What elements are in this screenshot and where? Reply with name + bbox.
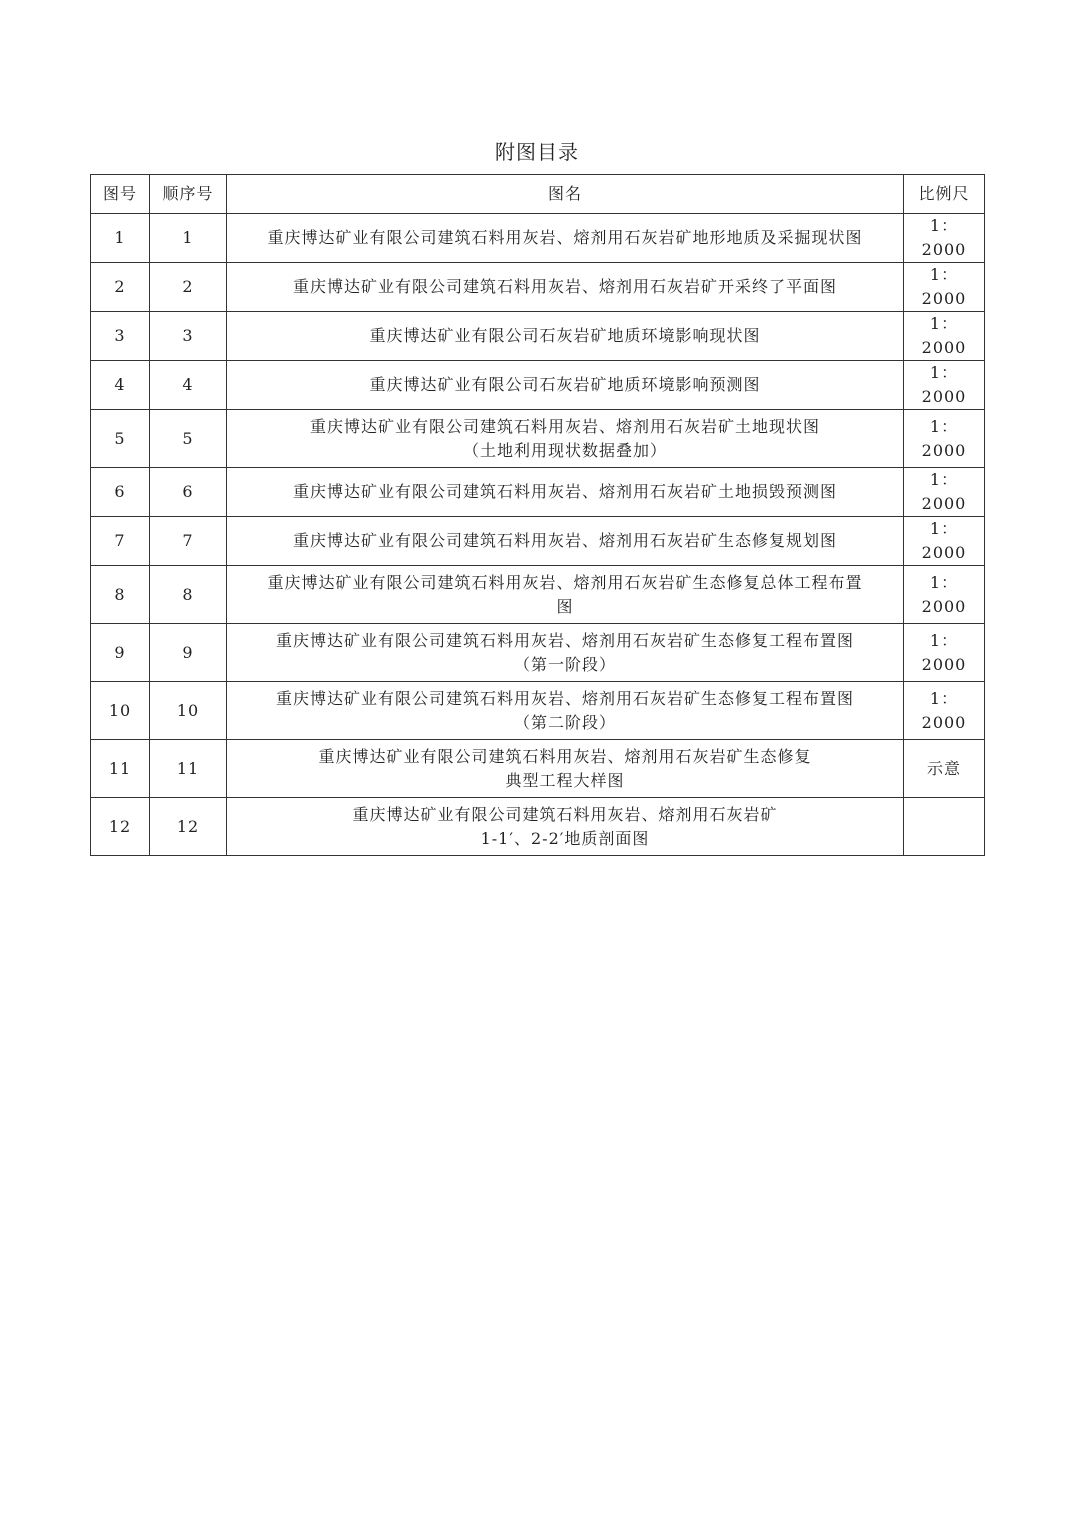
cell-scale: 1：2000 — [904, 410, 985, 468]
name-line-1: 重庆博达矿业有限公司建筑石料用灰岩、熔剂用石灰岩矿土地现状图 — [309, 416, 820, 436]
cell-fig-no: 6 — [91, 468, 150, 517]
cell-name — [227, 312, 904, 361]
cell-fig-no: 11 — [91, 740, 150, 798]
cell-seq-no: 12 — [150, 798, 227, 856]
name-line-2: （第二阶段） — [513, 712, 616, 732]
table-row — [91, 682, 985, 740]
header-fig-no: 图号 — [91, 175, 150, 214]
cell-scale: 1：2000 — [904, 517, 985, 566]
cell-seq-no: 7 — [150, 517, 227, 566]
cell-name — [227, 214, 904, 263]
header-seq-no: 顺序号 — [150, 175, 227, 214]
table-row — [91, 740, 985, 798]
cell-seq-no: 8 — [150, 566, 227, 624]
cell-fig-no: 5 — [91, 410, 150, 468]
table-row — [91, 263, 985, 312]
cell-name — [227, 468, 904, 517]
name-line-1: 重庆博达矿业有限公司石灰岩矿地质环境影响预测图 — [369, 375, 761, 394]
cell-scale: 1：2000 — [904, 566, 985, 624]
name-line-1: 重庆博达矿业有限公司建筑石料用灰岩、熔剂用石灰岩矿生态修复工程布置图 — [275, 688, 854, 708]
cell-scale: 1：2000 — [904, 214, 985, 263]
cell-scale: 1：2000 — [904, 263, 985, 312]
cell-fig-no: 12 — [91, 798, 150, 856]
table-row — [91, 468, 985, 517]
cell-scale: 1：2000 — [904, 312, 985, 361]
name-line-1: 重庆博达矿业有限公司建筑石料用灰岩、熔剂用石灰岩矿生态修复总体工程布置 — [267, 572, 863, 592]
cell-name — [227, 410, 904, 468]
name-line-1: 重庆博达矿业有限公司建筑石料用灰岩、熔剂用石灰岩矿生态修复规划图 — [292, 531, 837, 550]
cell-scale: 1：2000 — [904, 361, 985, 410]
cell-fig-no: 7 — [91, 517, 150, 566]
cell-name — [227, 798, 904, 856]
cell-fig-no: 9 — [91, 624, 150, 682]
cell-seq-no: 10 — [150, 682, 227, 740]
cell-seq-no: 5 — [150, 410, 227, 468]
page-title: 附图目录 — [495, 140, 579, 164]
cell-name — [227, 682, 904, 740]
cell-name — [227, 624, 904, 682]
cell-name — [227, 263, 904, 312]
name-line-1: 重庆博达矿业有限公司建筑石料用灰岩、熔剂用石灰岩矿土地损毁预测图 — [292, 482, 837, 501]
table-header-row — [91, 175, 985, 214]
cell-seq-no: 9 — [150, 624, 227, 682]
cell-name — [227, 517, 904, 566]
cell-seq-no: 3 — [150, 312, 227, 361]
header-scale: 比例尺 — [904, 175, 985, 214]
figure-list-table — [90, 174, 985, 856]
cell-name — [227, 566, 904, 624]
cell-name — [227, 361, 904, 410]
cell-name — [227, 740, 904, 798]
cell-fig-no: 1 — [91, 214, 150, 263]
cell-seq-no: 4 — [150, 361, 227, 410]
name-line-1: 重庆博达矿业有限公司建筑石料用灰岩、熔剂用石灰岩矿开采终了平面图 — [292, 277, 837, 296]
name-line-1: 重庆博达矿业有限公司建筑石料用灰岩、熔剂用石灰岩矿生态修复 — [318, 746, 812, 766]
cell-scale: 1：2000 — [904, 624, 985, 682]
table-row — [91, 214, 985, 263]
table-row — [91, 517, 985, 566]
header-name: 图名 — [227, 175, 904, 214]
cell-seq-no: 1 — [150, 214, 227, 263]
cell-seq-no: 11 — [150, 740, 227, 798]
table-row — [91, 798, 985, 856]
name-line-1: 重庆博达矿业有限公司建筑石料用灰岩、熔剂用石灰岩矿 — [352, 804, 778, 824]
table-row — [91, 361, 985, 410]
name-line-1: 重庆博达矿业有限公司建筑石料用灰岩、熔剂用石灰岩矿地形地质及采掘现状图 — [267, 228, 863, 247]
table-row — [91, 624, 985, 682]
cell-scale: 1：2000 — [904, 682, 985, 740]
table-row — [91, 312, 985, 361]
cell-scale: 1：2000 — [904, 468, 985, 517]
cell-fig-no: 2 — [91, 263, 150, 312]
name-line-2: 典型工程大样图 — [505, 770, 625, 790]
cell-seq-no: 2 — [150, 263, 227, 312]
cell-seq-no: 6 — [150, 468, 227, 517]
cell-fig-no: 10 — [91, 682, 150, 740]
name-line-2: （土地利用现状数据叠加） — [462, 440, 667, 460]
cell-scale: 示意 — [904, 740, 985, 798]
cell-fig-no: 4 — [91, 361, 150, 410]
name-line-2: （第一阶段） — [513, 654, 616, 674]
name-line-1: 重庆博达矿业有限公司建筑石料用灰岩、熔剂用石灰岩矿生态修复工程布置图 — [275, 630, 854, 650]
cell-scale — [904, 798, 985, 856]
cell-fig-no: 3 — [91, 312, 150, 361]
table-row — [91, 410, 985, 468]
name-line-2: 1-1′、2-2′地质剖面图 — [480, 828, 650, 848]
table-row — [91, 566, 985, 624]
name-line-2: 图 — [556, 596, 574, 616]
name-line-1: 重庆博达矿业有限公司石灰岩矿地质环境影响现状图 — [369, 326, 761, 345]
cell-fig-no: 8 — [91, 566, 150, 624]
